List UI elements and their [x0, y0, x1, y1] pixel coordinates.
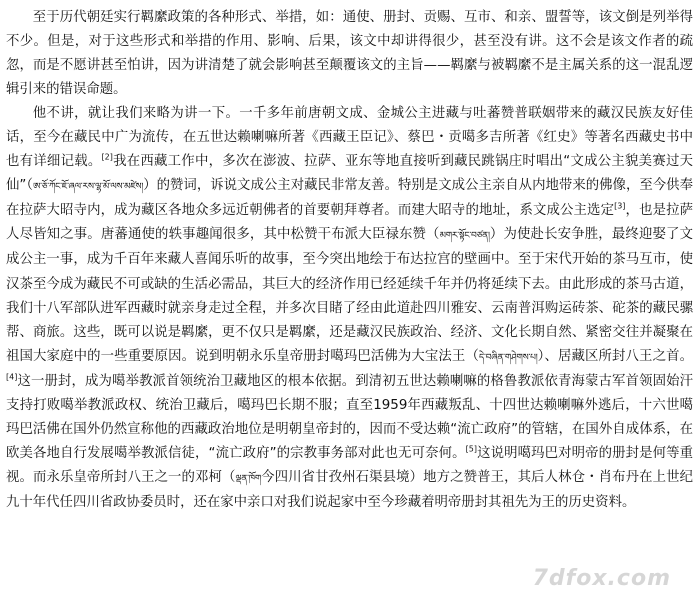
paragraph-text: ）、居藏区所封八王之首。: [537, 348, 693, 364]
paragraph-text: 这说明噶玛巴对明帝的册封是何等重视。而永乐皇帝所封八王之一的邓柯（: [6, 445, 694, 485]
footnote-marker: [5]: [465, 444, 477, 454]
footnote-marker: [4]: [6, 372, 18, 382]
footnote-marker: [3]: [614, 201, 626, 211]
paragraph: [6, 102, 693, 515]
site-watermark: 7dfox.com: [532, 566, 671, 591]
footnote-marker: [2]: [101, 152, 113, 162]
article-body: [6, 6, 693, 515]
paragraph-text: ）为使赴长安争胜，最终迎娶了文成公主一事，成为千百年来藏人喜闻乐听的故事，至今突出地绘于布达拉宫的壁画中。至于宋代开始的茶马互市，使汉茶至今成为藏民不可或缺的生活必需品，其巨大的经济作用已经延续千年并仍将延续下去。由此形成的茶马古道，我们十八军部队进军西藏时就亲身走过全程，并多次目睹了经由此道赴四川雅安、云南普洱购运砖茶、砣茶的藏民骡帮、商旅。这些，既可以说是羁縻，更不仅只是羁縻，还是藏汉民族政治、经济、文化长期自然、紧密交往并凝聚在祖国大家庭中的一些重要原因。说到明朝永乐皇帝册封噶玛巴活佛为大宝法王（: [6, 227, 693, 364]
paragraph-text: 至于历代朝廷实行羁縻政策的各种形式、举措，如：通使、册封、贡赐、互市、和亲、盟誓等，该文倒是列举得不少。但是，对于这些形式和举措的作用、影响、后果，该文中却讲得很少，甚至没有讲。这不会是该文作者的疏忽，而是不愿讲甚至怕讲，因为讲清楚了就会影响甚至颠覆该文的主旨——羁縻与被羁縻不是主属关系的这一混乱逻辑引来的错误命题。: [6, 10, 693, 98]
paragraph-text: 我在西藏工作中，多次在澎波、拉萨、亚东等地直接听到藏民跳锅庄时唱出“文成公主貌美赛过天仙”（: [6, 154, 694, 194]
paragraph-text: ，也是拉萨人尽皆知之事。唐蕃通使的轶事趣闻很多，其中松赞干布派大臣禄东赞（: [6, 203, 694, 243]
tibetan-term: ཨ་ཅོ་ཀོང་ཇོ་ཞལ་རས་ལྷ་མོ་ལས་མཛེས།: [33, 182, 144, 193]
paragraph-text: 他不讲，就让我们来略为讲一下。一千多年前唐朝文成、金城公主进藏与吐蕃赞普联姻带来的藏汉民族友好佳话，至今在藏民中广为流传，在五世达赖喇嘛所著《西藏王臣记》、蔡巴・贡噶多吉所著《红史》等著名西藏史书中也有详细记载。: [6, 106, 693, 170]
tibetan-term: མགར་སྟོང་བཙན།: [439, 231, 490, 242]
tibetan-term: དེ་བཞིན་གཤེགས་པ།: [478, 352, 538, 363]
paragraph-text: 今四川省甘孜州石渠县境）地方之赞普王，其后人林仓・肖布丹在上世纪九十年代任四川省政协委员时，还在家中亲口对我们说起家中至今珍藏着明帝册封其祖先为王的历史资料。: [6, 469, 694, 510]
paragraph-text: ）的赞词，诉说文成公主对藏民非常友善。特别是文成公主亲自从内地带来的佛像，至今供奉在拉萨大昭寺内，成为藏区各地众多远近朝佛者的首要朝拜尊者。而建大昭寺的地址，系文成公主选定: [6, 178, 693, 219]
paragraph: [6, 6, 693, 102]
paragraph-text: 这一册封，成为噶举教派首领统治卫藏地区的根本依据。到清初五世达赖喇嘛的格鲁教派依青海蒙古军首领固始汗支持打败噶举教派政权、统治卫藏后，噶玛巴长期不服；直至1959年西藏叛乱、十四世达赖喇嘛外逃后，十六世噶玛巴活佛在国外仍然宣称他的西藏政治地位是明朝皇帝封的，因而不受达赖“流亡政府”的管辖，在国外自成体系，在欧美各地自行发展噶举教派信徒，“流亡政府”的宗教事务部对此也无可奈何。: [6, 373, 693, 461]
tibetan-term: ལྡན་ཁོག: [235, 473, 262, 484]
